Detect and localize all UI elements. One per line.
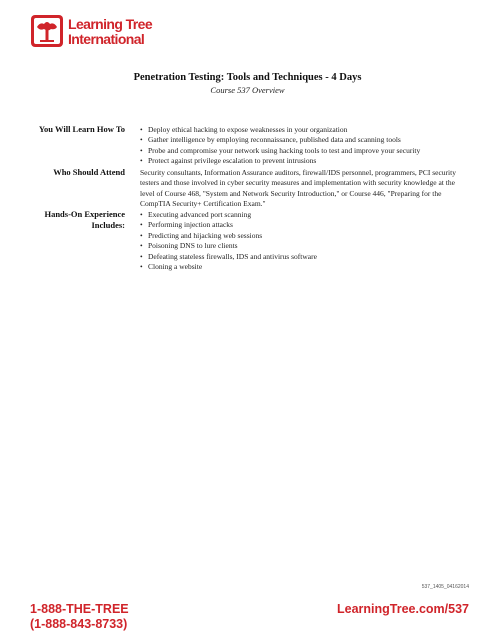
list-item: • Protect against privilege escalation to prevent intrusions xyxy=(140,156,470,166)
attend-content xyxy=(140,168,470,210)
list-item: • Defeating stateless firewalls, IDS and antivirus software xyxy=(140,252,470,262)
tree-emblem-icon xyxy=(30,14,64,48)
list-item: • Probe and compromise your network using hacking tools to test and improve your security xyxy=(140,146,470,156)
document-code: 537_1405_04162014 xyxy=(421,584,469,590)
list-item: • Poisoning DNS to lure clients xyxy=(140,241,470,251)
course-title: Penetration Testing: Tools and Techniques - 4 Days xyxy=(133,72,362,83)
list-item: • Deploy ethical hacking to expose weaknesses in your organization xyxy=(140,125,470,135)
list-item: • Executing advanced port scanning xyxy=(140,210,470,220)
course-subtitle: Course 537 Overview xyxy=(210,85,285,95)
phone-number-numeric[interactable]: (1-888-843-8733) xyxy=(30,617,128,631)
list-item: • Predicting and hijacking web sessions xyxy=(140,231,470,241)
learning-tree-logo xyxy=(30,14,153,50)
handson-label-line2: Includes: xyxy=(91,219,125,230)
handson-content xyxy=(140,210,470,272)
logo-text-line1: Learning Tree xyxy=(68,16,153,32)
attend-text: Security consultants, Information Assurance auditors, firewall/IDS personnel, programmers, PCI security testers and those involved in cyber security measures and implementation with security knowledge at the level of Course 468, "System and Network Security Introduction," or Course 446, "Preparing for the CompTIA Security+ Certification Exam." xyxy=(140,168,456,209)
list-item: • Gather intelligence by employing reconnaissance, published data and scanning tools xyxy=(140,135,470,145)
attend-label: Who Should Attend xyxy=(53,167,125,177)
learn-content xyxy=(140,125,470,167)
learn-label: You Will Learn How To xyxy=(38,124,125,134)
list-item: • Performing injection attacks xyxy=(140,220,470,230)
list-item: • Cloning a website xyxy=(140,262,470,272)
handson-list xyxy=(140,210,470,272)
website-link[interactable]: LearningTree.com/537 xyxy=(336,602,469,616)
handson-label xyxy=(44,209,125,230)
logo-text-line2: International xyxy=(68,31,145,47)
learn-list xyxy=(140,125,470,167)
handson-label-line1: Hands-On Experience xyxy=(44,209,125,219)
phone-number[interactable]: 1-888-THE-TREE xyxy=(30,602,129,616)
